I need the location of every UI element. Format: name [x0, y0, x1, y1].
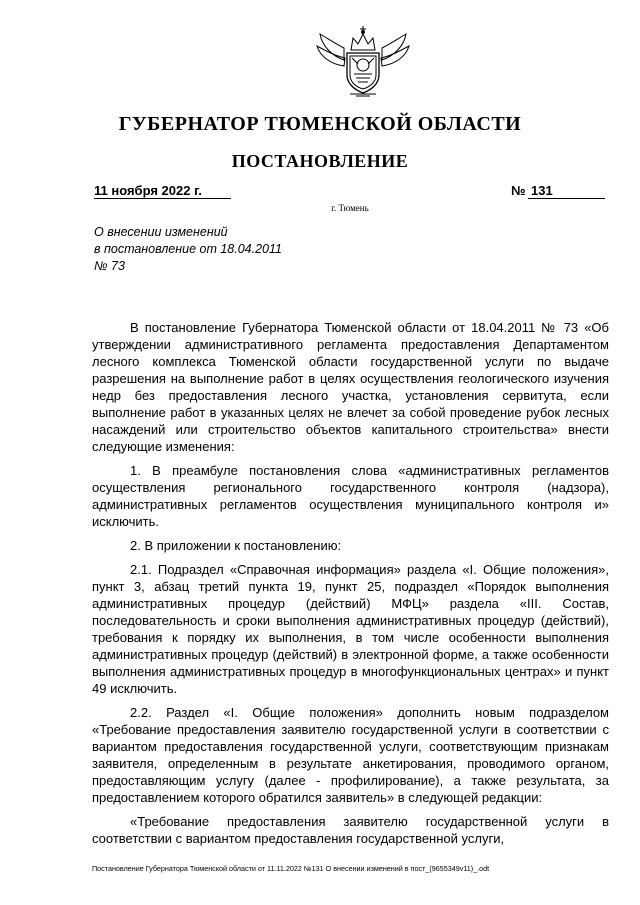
document-authority-title: ГУБЕРНАТОР ТЮМЕНСКОЙ ОБЛАСТИ: [118, 113, 522, 135]
number-sign: №: [511, 183, 526, 198]
document-date: 11 ноября 2022 г.: [94, 183, 202, 198]
body-paragraph: 2.1. Подраздел «Справочная информация» раздела «I. Общие положения», пункт 3, абзац третий пункта 19, пункт 25, подраздел «Порядок выполнения административных процедур (действий) МФЦ» раздела «III. Состав, последовательность и сроки выполнения административных процедур (действий), требования к порядку их выполнения, в том числе особенности выполнения административных процедур (действий) в электронной форме, а также особенности выполнения административных процедур в многофункциональных центрах» и пункт 49 исключить.: [92, 562, 609, 696]
document-body: [92, 319, 609, 854]
date-underline: [94, 198, 231, 199]
subject-line: № 73: [94, 259, 125, 273]
coat-of-arms-icon: [314, 20, 412, 98]
document-type-title: ПОСТАНОВЛЕНИЕ: [231, 151, 409, 171]
body-paragraph: 1. В преамбуле постановления слова «административных регламентов осуществления регионального государственного контроля (надзора), административных регламентов осуществления муниципального контроля и» исключить.: [92, 463, 609, 529]
number-underline: [528, 198, 605, 199]
page-footer: Постановление Губернатора Тюменской области от 11.11.2022 №131 О внесении изменений в пост_(9655349v11)_.odt: [92, 864, 490, 873]
body-paragraph: 2. В приложении к постановлению:: [130, 538, 342, 553]
subject-line: в постановление от 18.04.2011: [94, 242, 282, 256]
body-paragraph: В постановление Губернатора Тюменской области от 18.04.2011 № 73 «Об утверждении административного регламента предоставления Департаментом лесного комплекса Тюменской области государственной услуги по выдаче разрешения на выполнение работ в целях осуществления геологического изучения недр без предоставления лесного участка, установления сервитута, если выполнение работ в указанных целях не влечет за собой проведение рубок лесных насаждений или строительство объектов капитального строительства» внести следующие изменения:: [92, 320, 609, 454]
document-subject: [94, 224, 282, 275]
document-number: 131: [531, 183, 553, 198]
body-paragraph: 2.2. Раздел «I. Общие положения» дополнить новым подразделом «Требование предоставления заявителю государственной услуги в соответствии с вариантом предоставления государственной услуги, соответствующим признакам заявителя, определенным в результате анкетирования, проводимого органом, предоставляющим услугу (далее - профилирование), а также результата, за предоставлением которого обратился заявитель» в следующей редакции:: [92, 705, 609, 805]
body-paragraph: «Требование предоставления заявителю государственной услуги в соответствии с вариантом предоставления государственной услуги,: [92, 814, 609, 846]
document-city: г. Тюмень: [331, 203, 369, 213]
subject-line: О внесении изменений: [94, 225, 228, 239]
